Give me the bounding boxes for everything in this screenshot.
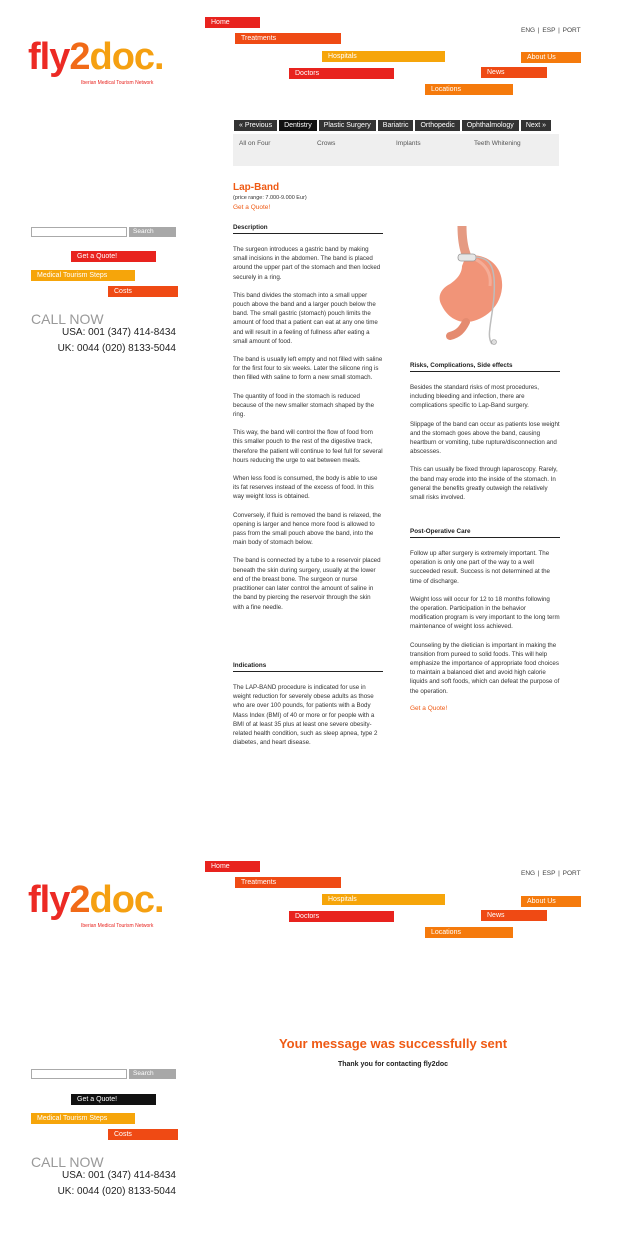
nav-hospitals[interactable]: Hospitals: [322, 894, 445, 905]
tab-plastic-surgery[interactable]: Plastic Surgery: [319, 120, 376, 131]
phone-usa: USA: 001 (347) 414-8434: [62, 1170, 176, 1181]
description-paragraph: The surgeon introduces a gastric band by making small incisions in the abdomen. The band is placed around the upper part of the stomach and then locked securely in a ring.: [233, 246, 381, 281]
category-tabs: [234, 120, 551, 131]
description-paragraph: The band is usually left empty and not filled with saline for the first four to six weeks. Later the silicone ring is then filled with saline to form a new small stomach.: [233, 356, 383, 382]
nav-hospitals[interactable]: Hospitals: [322, 51, 445, 62]
postop-paragraph: Weight loss will occur for 12 to 18 months following the operation. Participation in the behavior modification program is very important to the long term maintenance of weight loss achieved.: [410, 595, 560, 631]
nav-about-us[interactable]: About Us: [521, 896, 581, 907]
tab-orthopedic[interactable]: Orthopedic: [415, 120, 459, 131]
indications-section: [233, 662, 383, 756]
risks-section: [410, 362, 560, 511]
procedure-price: (price range: 7.000-9.000 Eur): [233, 195, 307, 201]
description-paragraph: Conversely, if fluid is removed the band is relaxed, the opening is larger and hence more food is allowed to pass from the small pouch above the band, into the main body of stomach below.: [233, 511, 382, 547]
risks-heading: Risks, Complications, Side effects: [410, 362, 560, 372]
indications-paragraph: The LAP-BAND procedure is indicated for use in weight reduction for severely obese adults as those who are over 100 pounds, for patients with a Body Mass Index (BMI) of 40 or more or for people with a BMI of at least 35 plus at least one severe obesity-related health condition, such as sleep apnea, type 2 diabetes, and heart disease.: [233, 684, 378, 747]
postop-heading: Post-Operative Care: [410, 528, 560, 538]
logo-text-doc: doc.: [89, 879, 164, 921]
get-quote-button[interactable]: Get a Quote!: [71, 251, 156, 262]
search-button[interactable]: Search: [129, 1069, 176, 1079]
risks-paragraph: This can usually be fixed through laparoscopy. Rarely, the band may erode into the inside of the stomach. In general the benefits greatly outweigh the relatively small risks involved.: [410, 466, 558, 502]
subtab-all-on-four[interactable]: All on Four: [239, 140, 271, 147]
lang-esp[interactable]: ESP: [542, 27, 556, 34]
costs-button[interactable]: Costs: [108, 1129, 178, 1140]
search-button[interactable]: Search: [129, 227, 176, 237]
lang-port[interactable]: PORT: [562, 27, 581, 34]
subtab-implants[interactable]: Implants: [396, 140, 421, 147]
postop-paragraph: Follow up after surgery is extremely important. The operation is only one part of the way to a well succeeded result. Success is not determined at the time of discharge.: [410, 550, 550, 585]
nav-treatments[interactable]: Treatments: [235, 877, 341, 888]
nav-doctors[interactable]: Doctors: [289, 911, 394, 922]
lang-port[interactable]: PORT: [562, 870, 581, 877]
tab-next[interactable]: Next »: [521, 120, 551, 131]
nav-news[interactable]: News: [481, 67, 547, 78]
success-message-title: Your message was successfully sent: [278, 1036, 508, 1051]
subtab-crows[interactable]: Crows: [317, 140, 336, 147]
postop-section: [410, 528, 560, 712]
success-message-subtitle: Thank you for contacting fly2doc: [337, 1061, 449, 1068]
costs-button[interactable]: Costs: [108, 286, 178, 297]
description-paragraph: The quantity of food in the stomach is reduced because of the new smaller stomach shaped by the ring.: [233, 392, 375, 419]
phone-uk: UK: 0044 (020) 8133-5044: [57, 1186, 176, 1197]
nav-locations[interactable]: Locations: [425, 84, 513, 95]
language-switcher: ENG | ESP | PORT: [521, 870, 581, 877]
subtab-teeth-whitening[interactable]: Teeth Whitening: [474, 140, 521, 147]
call-now-label: CALL NOW: [31, 1154, 104, 1170]
nav-news[interactable]: News: [481, 910, 547, 921]
nav-doctors[interactable]: Doctors: [289, 68, 394, 79]
phone-uk: UK: 0044 (020) 8133-5044: [57, 343, 176, 354]
indications-heading: Indications: [233, 662, 383, 672]
tab-previous[interactable]: « Previous: [234, 120, 277, 131]
medical-tourism-steps-button[interactable]: Medical Tourism Steps: [31, 1113, 135, 1124]
search-input[interactable]: [31, 1069, 127, 1079]
procedure-title: Lap-Band: [233, 182, 280, 193]
language-switcher: ENG | ESP | PORT: [521, 27, 581, 34]
nav-locations[interactable]: Locations: [425, 927, 513, 938]
logo-tagline: Iberian Medical Tourism Network: [81, 923, 154, 929]
postop-paragraph: Counseling by the dietician is important in making the transition from pureed to solid foods. This will help emphasize the importance of appropriate food choices to maintain a balanced diet and avoid high calorie liquids and soft foods, which can defeat the purpose of the operation.: [410, 641, 560, 695]
postop-quote-link[interactable]: Get a Quote!: [410, 704, 448, 712]
logo-text-2: 2: [69, 879, 90, 921]
procedure-quote-link[interactable]: Get a Quote!: [233, 204, 271, 211]
description-paragraph: This way, the band will control the flow of food from this smaller pouch to the rest of the digestive track, therefore the patient will continue to feel full for several hours reducing the urge to eat between meals.: [233, 429, 383, 464]
call-now-label: CALL NOW: [31, 311, 104, 327]
description-paragraph: The band is connected by a tube to a reservoir placed beneath the skin during surgery, usually at the lower end of the breast bone. The surgeon or nurse practitioner can later control the amount of saline in the band by piercing the reservoir through the skin with a fine needle.: [233, 557, 381, 611]
nav-treatments[interactable]: Treatments: [235, 33, 341, 44]
get-quote-button[interactable]: Get a Quote!: [71, 1094, 156, 1105]
tab-dentistry[interactable]: Dentistry: [279, 120, 317, 131]
description-section: [233, 224, 383, 621]
logo-tagline: Iberian Medical Tourism Network: [81, 80, 154, 86]
logo[interactable]: [28, 38, 164, 76]
logo[interactable]: [28, 881, 164, 919]
risks-paragraph: Besides the standard risks of most procedures, including bleeding and infection, there are complications specific to Lap-Band surgery.: [410, 384, 539, 410]
tab-ophthalmology[interactable]: Ophthalmology: [462, 120, 519, 131]
description-paragraph: When less food is consumed, the body is able to use its fat reserves instead of the excess of food. In this way weight loss is obtained.: [233, 475, 378, 501]
gastric-band-stomach-illustration: [432, 226, 516, 346]
description-paragraph: This band divides the stomach into a small upper pouch above the band and a larger pouch below the band. The small gastric (stomach) pouch limits the amount of food that a patient can eat at any one time and will result in a feeling of fullness after eating a small amount of food.: [233, 291, 378, 345]
lang-eng[interactable]: ENG: [521, 27, 536, 34]
nav-home[interactable]: Home: [205, 17, 260, 28]
sub-tabs-panel: [233, 134, 559, 166]
logo-text-2: 2: [69, 36, 90, 78]
logo-text-fly: fly: [28, 879, 70, 921]
risks-paragraph: Slippage of the band can occur as patients lose weight and the stomach goes above the band, causing heartburn or vomiting, tube rupture/disconnection and abscesses.: [410, 420, 560, 456]
nav-home[interactable]: Home: [205, 861, 260, 872]
tab-bariatric[interactable]: Bariatric: [378, 120, 414, 131]
medical-tourism-steps-button[interactable]: Medical Tourism Steps: [31, 270, 135, 281]
lang-eng[interactable]: ENG: [521, 870, 536, 877]
description-heading: Description: [233, 224, 383, 234]
logo-text-doc: doc.: [89, 36, 164, 78]
nav-about-us[interactable]: About Us: [521, 52, 581, 63]
search-input[interactable]: [31, 227, 127, 237]
phone-usa: USA: 001 (347) 414-8434: [62, 327, 176, 338]
logo-text-fly: fly: [28, 36, 70, 78]
lang-esp[interactable]: ESP: [542, 870, 556, 877]
